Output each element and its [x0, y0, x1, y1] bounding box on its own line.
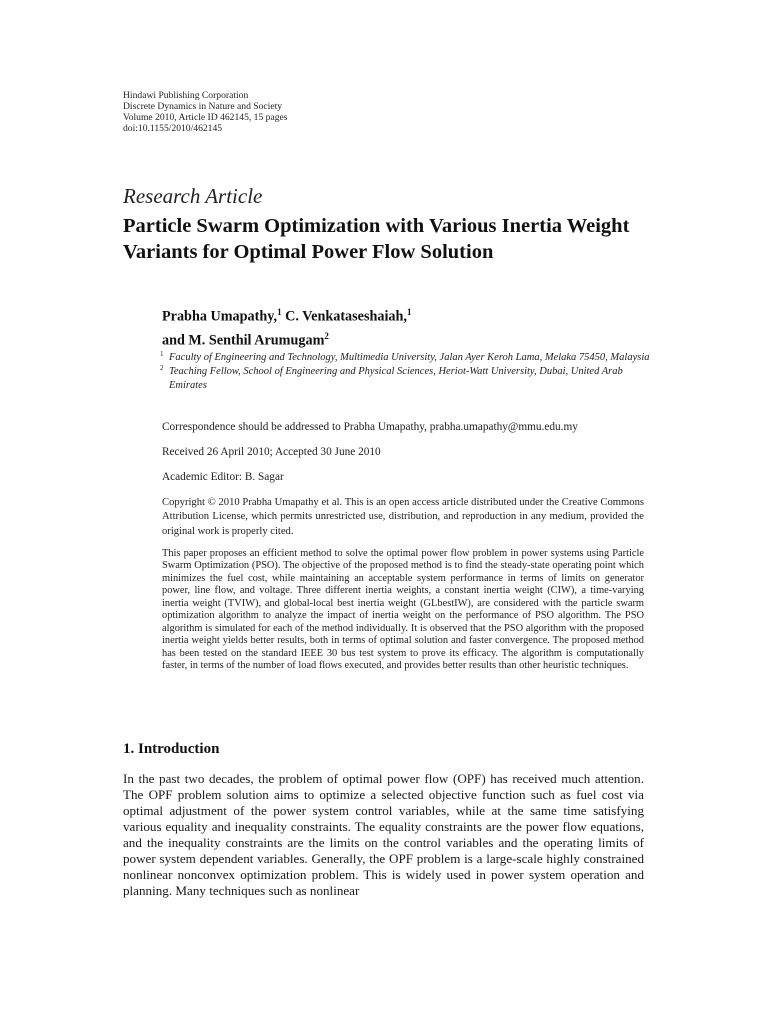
affiliation-text: Faculty of Engineering and Technology, Multimedia University, Jalan Ayer Keroh Lama, Melaka 75450, Malaysia — [169, 352, 650, 363]
affiliation-number: 2 — [160, 363, 164, 372]
paper-title: Particle Swarm Optimization with Various Inertia Weight Variants for Optimal Power Flow Solution — [123, 215, 630, 263]
author-name: Prabha Umapathy, — [162, 308, 278, 325]
journal-name: Discrete Dynamics in Nature and Society — [123, 101, 283, 112]
doi: doi:10.1155/2010/462145 — [123, 123, 223, 134]
intro-paragraph: In the past two decades, the problem of optimal power flow (OPF) has received much attention. The OPF problem solution aims to optimize a selected objective function such as fuel cost via optimal adjustment of the power system control variables, while at the same time satisfying various equality and inequality constraints. The equality constraints are the power flow equations, and the inequality constraints are the limits on the control variables and the operating limits of power system dependent variables. Generally, the OPF problem is a large-scale highly constrained nonlinear nonconvex optimization problem. This is widely used in power system operation and planning. Many techniques such as nonlinear — [123, 771, 644, 899]
affiliation — [160, 351, 650, 365]
affiliation-number: 1 — [160, 350, 164, 358]
copyright-notice: Copyright © 2010 Prabha Umapathy et al. This is an open access article distributed under the Creative Commons Attribution License, which permits unrestricted use, distribution, and reproduction in any medium, provided the original work is properly cited. — [162, 497, 644, 537]
author-affil-mark: 1 — [277, 307, 282, 317]
author-name: and M. Senthil Arumugam — [162, 332, 325, 349]
article-type: Research Article — [123, 184, 263, 208]
section-heading: 1. Introduction — [123, 741, 220, 757]
author-affil-mark: 1 — [406, 307, 412, 317]
author-list — [162, 303, 662, 350]
received-dates: Received 26 April 2010; Accepted 30 June 2010 — [162, 446, 381, 458]
affiliation — [160, 365, 650, 393]
correspondence: Correspondence should be addressed to Prabha Umapathy, prabha.umapathy@mmu.edu.my — [162, 421, 578, 433]
author-name: C. Venkataseshaiah, — [281, 308, 407, 325]
abstract: This paper proposes an efficient method to solve the optimal power flow problem in power systems using Particle Swarm Optimization (PSO). The objective of the proposed method is to find the steady-state operating point which minimizes the fuel cost, while maintaining an acceptable system performance in terms of limits on generator power, line flow, and voltage. Three different inertia weights, a constant inertia weight (CIW), a time-varying inertia weight (TVIW), and global-local best inertia weight (GLbestIW), are considered with the particle swarm optimization algorithm to analyze the impact of inertia weight on the performance of PSO algorithm. The PSO algorithm is simulated for each of the method individually. It is observed that the PSO algorithm with the proposed inertia weight yields better results, both in terms of optimal solution and faster convergence. The proposed method has been tested on the standard IEEE 30 bus test system to prove its efficacy. The algorithm is computationally faster, in terms of the number of load flows executed, and provides better results than other heuristic techniques. — [162, 548, 644, 672]
author-affil-mark: 2 — [324, 330, 329, 341]
volume-info: Volume 2010, Article ID 462145, 15 pages — [123, 112, 288, 123]
affiliation-text: Teaching Fellow, School of Engineering and Physical Sciences, Heriot-Watt University, Dubai, United Arab Emirates — [169, 365, 623, 391]
publisher-name: Hindawi Publishing Corporation — [123, 90, 249, 101]
affiliations — [160, 351, 650, 392]
academic-editor: Academic Editor: B. Sagar — [162, 471, 284, 483]
journal-header — [123, 90, 288, 134]
